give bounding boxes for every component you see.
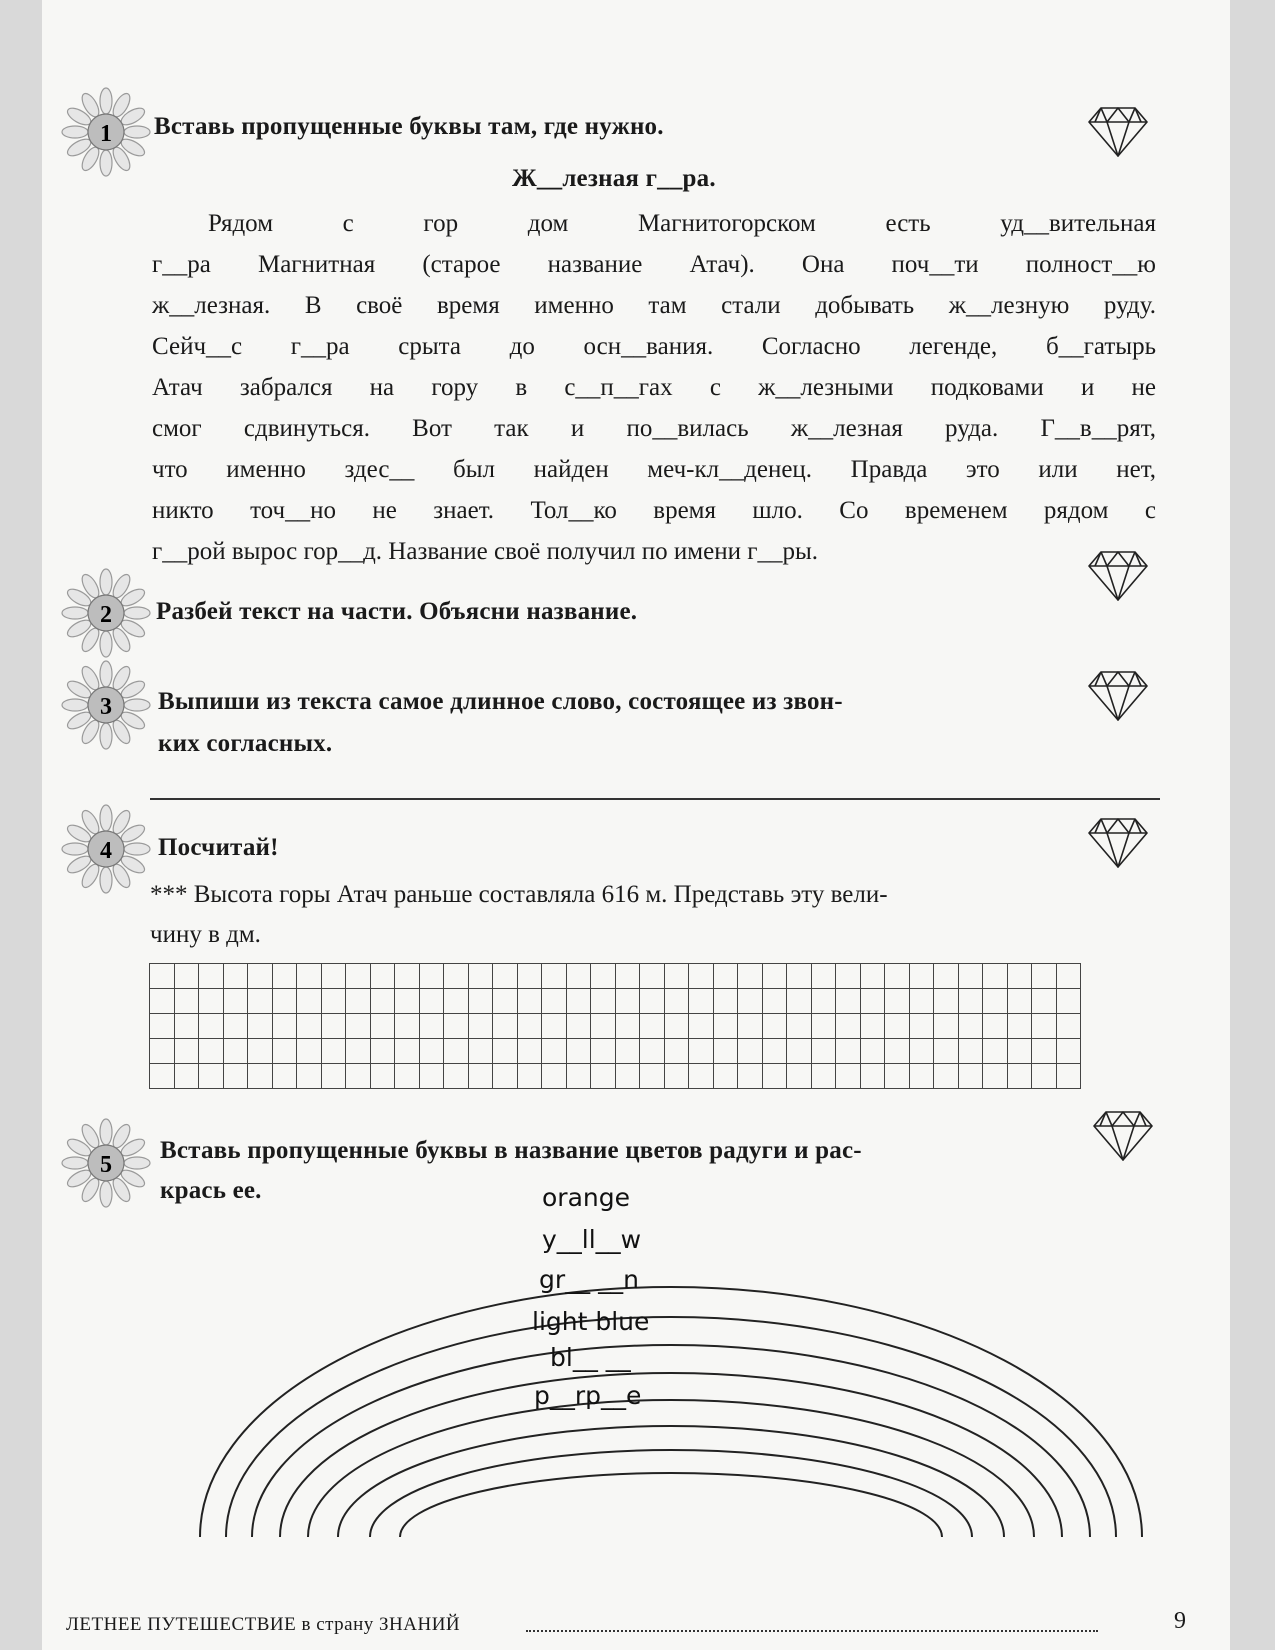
diamond-icon [1087, 815, 1149, 869]
grid-cell[interactable] [199, 989, 224, 1014]
grid-cell[interactable] [640, 1064, 665, 1089]
footer-dotted-leader [526, 1630, 1098, 1632]
grid-cell[interactable] [297, 1014, 322, 1039]
grid-cell[interactable] [885, 964, 910, 989]
rainbow-arc[interactable] [280, 1373, 1062, 1537]
grid-cell[interactable] [223, 1064, 248, 1089]
grid-cell[interactable] [272, 1039, 297, 1064]
grid-cell[interactable] [444, 1039, 469, 1064]
grid-cell[interactable] [983, 964, 1008, 989]
task-number: 3 [100, 694, 112, 720]
grid-cell[interactable] [664, 989, 689, 1014]
grid-cell[interactable] [713, 1039, 738, 1064]
grid-cell[interactable] [983, 1039, 1008, 1064]
grid-cell[interactable] [664, 1064, 689, 1089]
diamond-icon [1092, 1108, 1154, 1162]
grid-cell[interactable] [1007, 989, 1032, 1014]
grid-cell[interactable] [493, 1039, 518, 1064]
rainbow-label-blue: bl__ __ [550, 1343, 631, 1372]
grid-cell[interactable] [787, 1039, 812, 1064]
grid-cell[interactable] [542, 964, 567, 989]
task-4-instruction: Посчитай! [158, 834, 279, 861]
story-title: Ж__лезная г__ра. [512, 165, 716, 192]
grid-cell[interactable] [566, 1064, 591, 1089]
grid-cell[interactable] [223, 1014, 248, 1039]
task-4-problem-line: *** Высота горы Атач раньше составляла 616 м. Представь эту вели- [150, 881, 888, 908]
grid-cell[interactable] [689, 1039, 714, 1064]
grid-cell[interactable] [150, 1039, 175, 1064]
grid-cell[interactable] [860, 989, 885, 1014]
story-line: что именно здес__ был найден меч-кл__денец. Правда это или нет, [152, 456, 1156, 483]
grid-cell[interactable] [493, 1014, 518, 1039]
grid-cell[interactable] [934, 1014, 959, 1039]
rainbow-arc[interactable] [200, 1287, 1142, 1537]
grid-cell[interactable] [395, 964, 420, 989]
flower-number-badge-icon [61, 87, 151, 177]
story-line: г__ра Магнитная (старое название Атач). Она поч__ти полност__ю [152, 251, 1156, 278]
grid-cell[interactable] [811, 1014, 836, 1039]
grid-row [150, 964, 1081, 989]
grid-cell[interactable] [615, 964, 640, 989]
grid-cell[interactable] [419, 1014, 444, 1039]
diamond-icon [1087, 104, 1149, 158]
grid-cell[interactable] [762, 989, 787, 1014]
grid-row [150, 1014, 1081, 1039]
story-line: никто точ__но не знает. Тол__ко время шло. Со временем рядом с [152, 497, 1156, 524]
story-line: ж__лезная. В своё время именно там стали добывать ж__лезную руду. [152, 292, 1156, 319]
grid-cell[interactable] [517, 989, 542, 1014]
grid-cell[interactable] [444, 1014, 469, 1039]
grid-cell[interactable] [223, 1039, 248, 1064]
grid-cell[interactable] [738, 989, 763, 1014]
grid-cell[interactable] [1007, 964, 1032, 989]
task-3-instruction-line: ких согласных. [158, 730, 333, 757]
grid-cell[interactable] [689, 989, 714, 1014]
grid-cell[interactable] [174, 1039, 199, 1064]
task-number: 1 [100, 121, 112, 147]
grid-cell[interactable] [762, 1064, 787, 1089]
grid-cell[interactable] [517, 964, 542, 989]
task-2-instruction: Разбей текст на части. Объясни название. [156, 598, 638, 625]
grid-cell[interactable] [174, 989, 199, 1014]
grid-cell[interactable] [811, 1039, 836, 1064]
grid-cell[interactable] [591, 1064, 616, 1089]
diamond-icon [1087, 668, 1149, 722]
grid-cell[interactable] [566, 1039, 591, 1064]
grid-cell[interactable] [493, 989, 518, 1014]
grid-cell[interactable] [762, 964, 787, 989]
grid-cell[interactable] [297, 1039, 322, 1064]
grid-cell[interactable] [615, 1014, 640, 1039]
grid-cell[interactable] [1032, 989, 1057, 1014]
grid-cell[interactable] [248, 1039, 273, 1064]
grid-cell[interactable] [885, 989, 910, 1014]
task-5-instruction-line: крась ее. [160, 1177, 262, 1204]
grid-row [150, 1039, 1081, 1064]
grid-cell[interactable] [174, 1014, 199, 1039]
grid-cell[interactable] [738, 964, 763, 989]
grid-cell[interactable] [272, 1014, 297, 1039]
grid-cell[interactable] [517, 1039, 542, 1064]
rainbow-arc[interactable] [370, 1450, 972, 1537]
grid-cell[interactable] [468, 989, 493, 1014]
story-line: Рядом с гор дом Магнитогорском есть уд__вительная [208, 210, 1156, 237]
grid-cell[interactable] [199, 964, 224, 989]
grid-cell[interactable] [517, 1014, 542, 1039]
grid-cell[interactable] [934, 964, 959, 989]
grid-cell[interactable] [542, 989, 567, 1014]
rainbow-label-light-blue: light blue [532, 1307, 650, 1336]
grid-cell[interactable] [738, 1039, 763, 1064]
grid-cell[interactable] [370, 1014, 395, 1039]
grid-cell[interactable] [836, 1064, 861, 1089]
grid-cell[interactable] [811, 964, 836, 989]
grid-cell[interactable] [1056, 1039, 1081, 1064]
grid-cell[interactable] [493, 1064, 518, 1089]
grid-cell[interactable] [199, 1064, 224, 1089]
grid-cell[interactable] [248, 1014, 273, 1039]
grid-cell[interactable] [395, 1064, 420, 1089]
task-4-problem [150, 875, 1030, 955]
grid-cell[interactable] [1032, 964, 1057, 989]
grid-cell[interactable] [1056, 964, 1081, 989]
grid-cell[interactable] [640, 1014, 665, 1039]
grid-cell[interactable] [321, 1064, 346, 1089]
grid-cell[interactable] [346, 989, 371, 1014]
grid-cell[interactable] [934, 1039, 959, 1064]
grid-cell[interactable] [762, 1014, 787, 1039]
grid-cell[interactable] [885, 1014, 910, 1039]
grid-cell[interactable] [811, 989, 836, 1014]
calculation-grid[interactable] [149, 963, 1081, 1089]
grid-cell[interactable] [934, 1064, 959, 1089]
grid-cell[interactable] [419, 1064, 444, 1089]
grid-cell[interactable] [909, 1039, 934, 1064]
grid-cell[interactable] [885, 1039, 910, 1064]
grid-cell[interactable] [1032, 1064, 1057, 1089]
grid-cell[interactable] [174, 964, 199, 989]
rainbow-label-green: gr__ __n [539, 1265, 639, 1294]
grid-cell[interactable] [150, 964, 175, 989]
grid-cell[interactable] [958, 1039, 983, 1064]
grid-cell[interactable] [346, 1064, 371, 1089]
task-3-instruction-line: Выпиши из текста самое длинное слово, состоящее из звон- [158, 688, 843, 715]
grid-cell[interactable] [468, 1039, 493, 1064]
grid-cell[interactable] [1032, 1014, 1057, 1039]
grid-cell[interactable] [272, 1064, 297, 1089]
footer-title: ЛЕТНЕЕ ПУТЕШЕСТВИЕ в страну ЗНАНИЙ [66, 1614, 461, 1635]
grid-cell[interactable] [468, 1014, 493, 1039]
grid-cell[interactable] [370, 964, 395, 989]
grid-cell[interactable] [1056, 1064, 1081, 1089]
story-text [152, 203, 1156, 572]
grid-cell[interactable] [738, 1064, 763, 1089]
grid-cell[interactable] [150, 1014, 175, 1039]
grid-cell[interactable] [909, 989, 934, 1014]
grid-cell[interactable] [321, 1014, 346, 1039]
grid-cell[interactable] [272, 989, 297, 1014]
grid-cell[interactable] [419, 989, 444, 1014]
grid-row [150, 1064, 1081, 1089]
grid-cell[interactable] [860, 964, 885, 989]
grid-cell[interactable] [713, 964, 738, 989]
grid-cell[interactable] [346, 964, 371, 989]
grid-cell[interactable] [1007, 1014, 1032, 1039]
grid-cell[interactable] [909, 1014, 934, 1039]
grid-cell[interactable] [321, 989, 346, 1014]
grid-cell[interactable] [958, 964, 983, 989]
grid-cell[interactable] [811, 1064, 836, 1089]
grid-cell[interactable] [419, 964, 444, 989]
grid-cell[interactable] [689, 1064, 714, 1089]
grid-cell[interactable] [640, 1039, 665, 1064]
grid-cell[interactable] [909, 964, 934, 989]
grid-cell[interactable] [1007, 1064, 1032, 1089]
grid-cell[interactable] [591, 1039, 616, 1064]
grid-cell[interactable] [591, 1014, 616, 1039]
grid-cell[interactable] [836, 1014, 861, 1039]
grid-cell[interactable] [174, 1064, 199, 1089]
task-number: 2 [100, 602, 112, 628]
grid-cell[interactable] [713, 1014, 738, 1039]
page-number: 9 [1174, 1608, 1186, 1634]
grid-cell[interactable] [150, 989, 175, 1014]
grid-cell[interactable] [664, 1014, 689, 1039]
grid-cell[interactable] [419, 1039, 444, 1064]
rainbow-label-purple: p__rp__e [534, 1381, 642, 1410]
grid-cell[interactable] [860, 1014, 885, 1039]
grid-cell[interactable] [836, 964, 861, 989]
grid-cell[interactable] [983, 1064, 1008, 1089]
grid-cell[interactable] [444, 1064, 469, 1089]
grid-cell[interactable] [787, 1014, 812, 1039]
grid-cell[interactable] [860, 1064, 885, 1089]
grid-cell[interactable] [395, 1039, 420, 1064]
grid-cell[interactable] [1056, 1014, 1081, 1039]
grid-cell[interactable] [1007, 1039, 1032, 1064]
grid-cell[interactable] [689, 964, 714, 989]
task-number: 4 [100, 838, 112, 864]
rainbow-arc[interactable] [400, 1473, 942, 1537]
grid-cell[interactable] [297, 989, 322, 1014]
grid-cell[interactable] [762, 1039, 787, 1064]
grid-cell[interactable] [958, 1064, 983, 1089]
task-1-instruction: Вставь пропущенные буквы там, где нужно. [154, 113, 664, 140]
workbook-page [42, 0, 1230, 1650]
grid-cell[interactable] [248, 1064, 273, 1089]
grid-cell[interactable] [934, 989, 959, 1014]
grid-cell[interactable] [517, 1064, 542, 1089]
grid-cell[interactable] [909, 1064, 934, 1089]
grid-cell[interactable] [713, 989, 738, 1014]
grid-cell[interactable] [689, 1014, 714, 1039]
rainbow-arc[interactable] [308, 1400, 1034, 1537]
task-4-problem-line: чину в дм. [150, 921, 261, 948]
grid-cell[interactable] [444, 964, 469, 989]
grid-cell[interactable] [542, 1014, 567, 1039]
grid-cell[interactable] [983, 989, 1008, 1014]
grid-cell[interactable] [860, 1039, 885, 1064]
grid-cell[interactable] [664, 964, 689, 989]
grid-cell[interactable] [395, 989, 420, 1014]
grid-cell[interactable] [958, 1014, 983, 1039]
rainbow-label-orange: orange [542, 1183, 630, 1212]
grid-cell[interactable] [346, 1014, 371, 1039]
story-line: смог сдвинуться. Вот так и по__вилась ж__лезная руда. Г__в__рят, [152, 415, 1156, 442]
grid-cell[interactable] [566, 1014, 591, 1039]
grid-cell[interactable] [199, 1039, 224, 1064]
grid-cell[interactable] [272, 964, 297, 989]
story-line: Атач забрался на гору в с__п__гах с ж__лезными подковами и не [152, 374, 1156, 401]
grid-cell[interactable] [150, 1064, 175, 1089]
grid-cell[interactable] [370, 1039, 395, 1064]
grid-cell[interactable] [958, 989, 983, 1014]
grid-cell[interactable] [787, 989, 812, 1014]
grid-cell[interactable] [542, 1064, 567, 1089]
grid-cell[interactable] [836, 1039, 861, 1064]
grid-cell[interactable] [713, 1064, 738, 1089]
grid-cell[interactable] [444, 989, 469, 1014]
grid-cell[interactable] [615, 989, 640, 1014]
grid-cell[interactable] [615, 1064, 640, 1089]
task-5-instruction-line: Вставь пропущенные буквы в название цветов радуги и рас- [160, 1137, 862, 1164]
story-line: Сейч__с г__ра срыта до осн__вания. Согласно легенде, б__гатырь [152, 333, 1156, 360]
grid-cell[interactable] [664, 1039, 689, 1064]
grid-cell[interactable] [346, 1039, 371, 1064]
grid-cell[interactable] [566, 989, 591, 1014]
grid-cell[interactable] [321, 1039, 346, 1064]
grid-cell[interactable] [591, 989, 616, 1014]
grid-cell[interactable] [370, 989, 395, 1014]
grid-cell[interactable] [223, 964, 248, 989]
grid-cell[interactable] [787, 964, 812, 989]
grid-cell[interactable] [983, 1014, 1008, 1039]
grid-cell[interactable] [542, 1039, 567, 1064]
grid-cell[interactable] [248, 989, 273, 1014]
grid-cell[interactable] [640, 964, 665, 989]
grid-cell[interactable] [297, 1064, 322, 1089]
grid-cell[interactable] [566, 964, 591, 989]
grid-cell[interactable] [297, 964, 322, 989]
grid-cell[interactable] [468, 964, 493, 989]
story-line: г__рой вырос гор__д. Название своё получил по имени г__ры. [152, 538, 819, 565]
grid-row [150, 989, 1081, 1014]
grid-cell[interactable] [640, 989, 665, 1014]
grid-cell[interactable] [787, 1064, 812, 1089]
task-number: 5 [100, 1152, 112, 1178]
flower-number-badge-icon [61, 660, 151, 750]
answer-line[interactable] [150, 798, 1160, 800]
grid-cell[interactable] [885, 1064, 910, 1089]
grid-cell[interactable] [615, 1039, 640, 1064]
grid-cell[interactable] [1056, 989, 1081, 1014]
grid-cell[interactable] [836, 989, 861, 1014]
grid-cell[interactable] [493, 964, 518, 989]
grid-cell[interactable] [1032, 1039, 1057, 1064]
grid-cell[interactable] [223, 989, 248, 1014]
rainbow-drawing[interactable] [42, 1180, 1230, 1560]
grid-cell[interactable] [738, 1014, 763, 1039]
grid-cell[interactable] [591, 964, 616, 989]
rainbow-label-yellow: y__ll__w [542, 1225, 642, 1254]
grid-cell[interactable] [321, 964, 346, 989]
flower-number-badge-icon [61, 804, 151, 894]
flower-number-badge-icon [61, 568, 151, 658]
grid-cell[interactable] [468, 1064, 493, 1089]
grid-cell[interactable] [248, 964, 273, 989]
diamond-icon [1087, 548, 1149, 602]
grid-cell[interactable] [370, 1064, 395, 1089]
grid-cell[interactable] [199, 1014, 224, 1039]
grid-cell[interactable] [395, 1014, 420, 1039]
